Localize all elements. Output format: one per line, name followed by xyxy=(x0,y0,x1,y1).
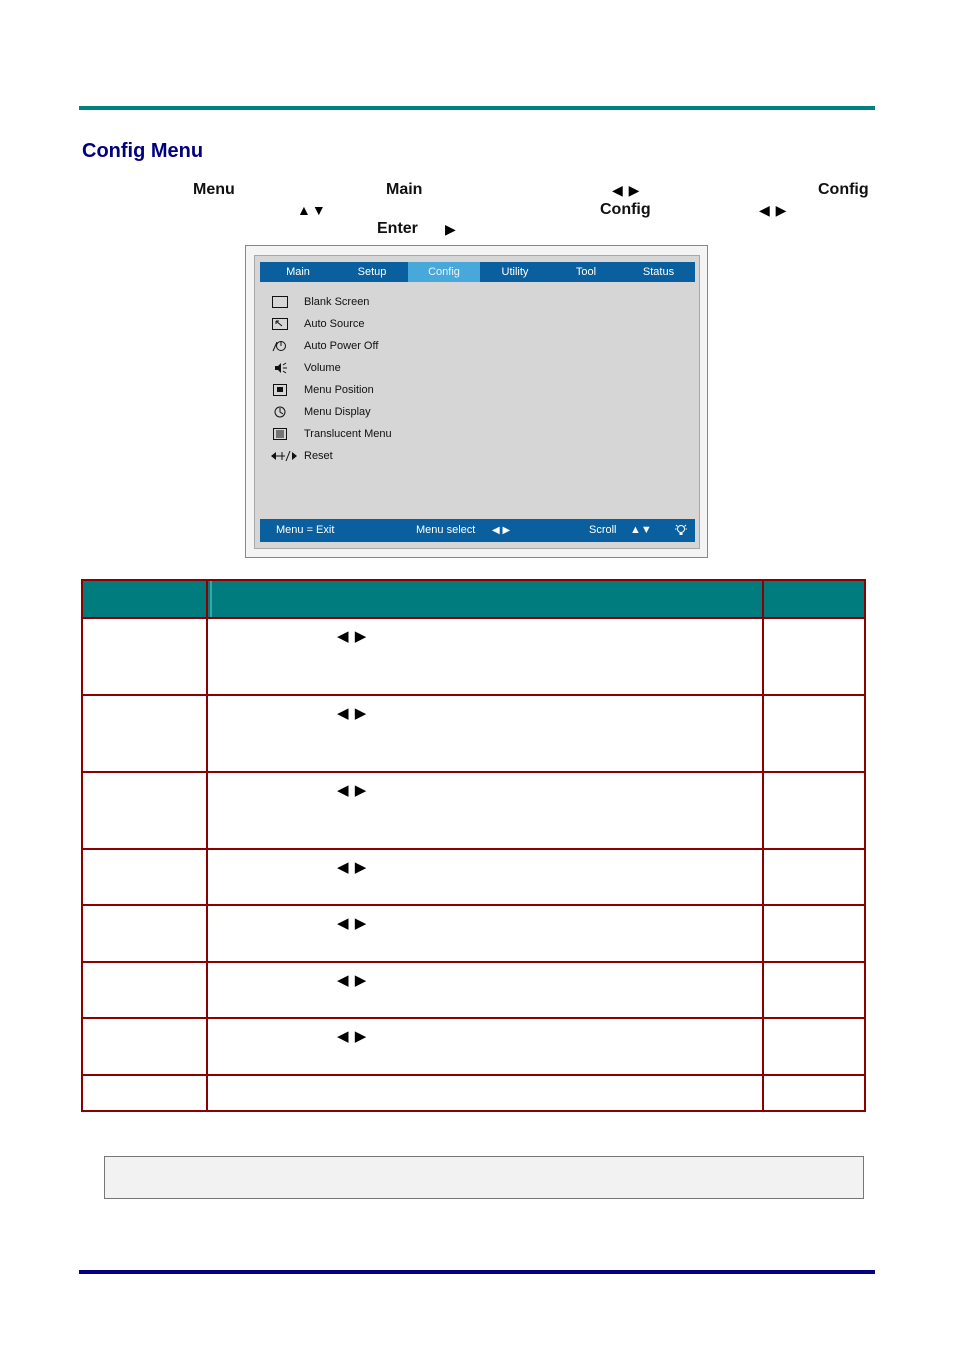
bottom-rule xyxy=(79,1270,875,1274)
left-right-arrows-icon: ◀ ▶ xyxy=(337,1028,368,1045)
left-right-arrows-icon: ◀ ▶ xyxy=(337,628,368,645)
osd-tab-bar xyxy=(260,262,695,282)
speaker-icon xyxy=(272,362,288,374)
instr-enter: Enter xyxy=(377,220,418,237)
left-right-arrows-icon: ◀ ▶ xyxy=(337,859,368,876)
row-divider xyxy=(81,771,866,773)
menu-display-icon xyxy=(272,406,288,418)
translucent-menu-icon xyxy=(272,428,288,440)
row-divider xyxy=(81,1074,866,1076)
osd-item-volume[interactable]: Volume xyxy=(304,362,341,374)
up-down-arrows-icon: ▲▼ xyxy=(297,202,327,218)
osd-tab-config[interactable]: Config xyxy=(408,262,480,282)
lightbulb-icon xyxy=(675,524,687,538)
column-divider xyxy=(762,579,764,1112)
auto-source-icon xyxy=(272,318,288,330)
instr-config-2: Config xyxy=(600,201,651,218)
instr-menu: Menu xyxy=(193,181,235,198)
row-divider xyxy=(81,694,866,696)
top-rule xyxy=(79,106,875,110)
left-right-arrows-icon: ◀ ▶ xyxy=(337,972,368,989)
osd-item-reset[interactable]: Reset xyxy=(304,450,333,462)
osd-tab-status[interactable]: Status xyxy=(642,266,675,278)
row-divider xyxy=(81,904,866,906)
auto-power-off-icon xyxy=(272,340,288,352)
row-divider xyxy=(81,848,866,850)
osd-item-auto-power-off[interactable]: Auto Power Off xyxy=(304,340,379,352)
blank-screen-icon xyxy=(272,296,288,308)
osd-item-translucent-menu[interactable]: Translucent Menu xyxy=(304,428,392,440)
instr-config-1: Config xyxy=(818,181,869,198)
osd-item-auto-source[interactable]: Auto Source xyxy=(304,318,365,330)
header-divider xyxy=(210,581,212,618)
row-divider xyxy=(81,617,866,619)
column-divider xyxy=(206,579,208,1112)
left-right-arrows-icon: ◀ ▶ xyxy=(337,705,368,722)
osd-item-blank-screen[interactable]: Blank Screen xyxy=(304,296,370,308)
instr-main: Main xyxy=(386,181,423,198)
left-right-arrows-icon: ◀ ▶ xyxy=(492,525,511,536)
osd-item-menu-display[interactable]: Menu Display xyxy=(304,406,371,418)
left-right-arrows-icon: ◀ ▶ xyxy=(612,182,641,198)
right-arrow-icon: ▶ xyxy=(445,221,457,237)
table-header xyxy=(83,581,864,618)
up-down-arrows-icon: ▲▼ xyxy=(630,524,652,536)
osd-tab-tool[interactable]: Tool xyxy=(575,266,597,278)
osd-item-menu-position[interactable]: Menu Position xyxy=(304,384,374,396)
section-title: Config Menu xyxy=(82,140,204,162)
row-divider xyxy=(81,961,866,963)
osd-tab-setup[interactable]: Setup xyxy=(357,266,387,278)
osd-footer-scroll: Scroll xyxy=(589,524,617,536)
settings-table xyxy=(81,579,866,1112)
osd-footer-bar xyxy=(260,519,695,542)
left-right-arrows-icon: ◀ ▶ xyxy=(759,202,788,218)
osd-footer-menu-select: Menu select xyxy=(416,524,476,536)
row-divider xyxy=(81,1017,866,1019)
osd-tab-utility[interactable]: Utility xyxy=(501,266,529,278)
osd-footer-exit: Menu = Exit xyxy=(276,524,335,536)
left-right-arrows-icon: ◀ ▶ xyxy=(337,915,368,932)
osd-tab-main[interactable]: Main xyxy=(286,266,310,278)
note-box xyxy=(104,1156,864,1199)
left-right-arrows-icon: ◀ ▶ xyxy=(337,782,368,799)
menu-position-icon xyxy=(272,384,288,396)
reset-icon xyxy=(270,450,298,462)
